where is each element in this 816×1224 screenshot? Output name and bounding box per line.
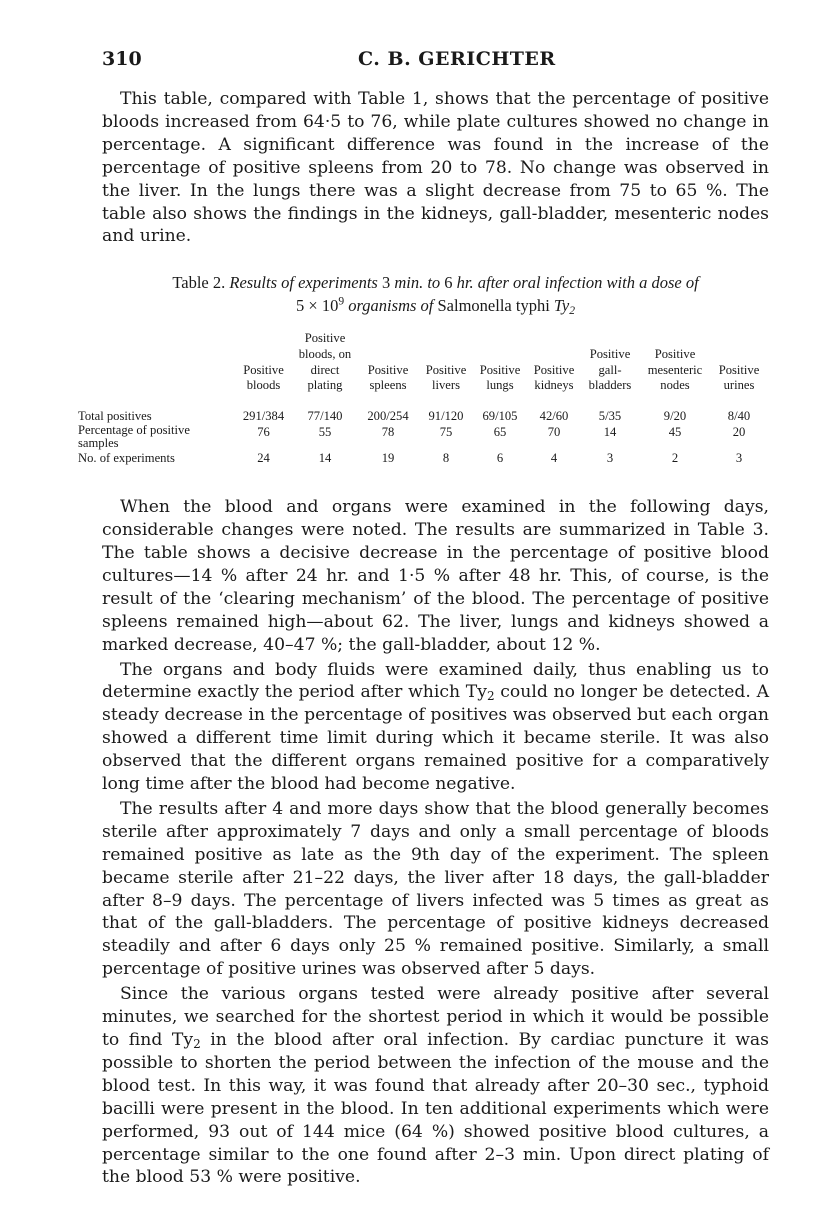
table-cell: 3 [606,451,614,466]
table-cell: 20 [732,425,746,440]
table-2 [78,331,767,466]
page-number: 310 [102,48,142,70]
table-cell: 69/105 [482,409,518,424]
row-label: No. of experiments [78,451,175,466]
column-header: Positive urines [718,362,760,393]
caption-italic-3: hr. after oral infection with a dose of [456,273,699,293]
table-header-row [78,331,767,408]
caption-italic-4: organisms of [348,295,434,315]
caption-prefix: Table 2. [172,273,226,293]
paragraph-2: When the blood and organs were examined in the following days, considerable changes were noted. The results are summarized in Table 3. The table shows a decisive decrease in the percentage of positive blood cultures—14 % after 24 hr. and 1·5 % after 48 hr. This, of course, is the result of the ‘clearing mechanism’ of the blood. The percentage of positive spleens remained high—about 62. The liver, lungs and kidneys showed a marked decrease, 40–47 %; the gall-bladder, about 12 %. [102,497,769,655]
paragraph-5 [102,983,769,1189]
table-cell: 3 [735,451,743,466]
table-2-caption [102,272,769,317]
table-cell: 42/60 [539,409,569,424]
table-cell: 19 [381,451,395,466]
paragraph-3-subscript: 2 [486,689,495,704]
column-header: Positive lungs [479,362,521,393]
table-cell: 8/40 [727,409,751,424]
caption-strain-name: Ty [553,295,570,315]
table-cell: 4 [550,451,558,466]
table-row [78,408,767,424]
table-cell: 8 [442,451,450,466]
paragraph-1: This table, compared with Table 1, shows that the percentage of positive bloods increased from 64·5 to 76, while plate cultures showed no change in percentage. A significant difference was found in the increase of the percentage of positive spleens from 20 to 78. No change was observed in the liver. In the lungs there was a slight decrease from 75 to 65 %. The table also shows the findings in the kidneys, gall-bladder, mesenteric nodes and urine. [102,89,769,247]
table-cell: 24 [257,451,270,466]
paragraph-3 [102,659,769,796]
page [78,44,769,1189]
paragraph-3-part-a: The organs and body fluids were examined daily, thus enabling us to determine exactly the period after which Ty [102,659,769,703]
caption-strain-sub: 2 [569,304,575,317]
table-cell: 65 [493,425,507,440]
caption-text-1: 3 [381,273,391,293]
caption-dose: 5 × 10 [296,295,339,315]
caption-strain [554,296,575,315]
table-cell: 91/120 [428,409,464,424]
paragraph-5-subscript: 2 [193,1037,201,1051]
paragraph-5-part-a: Since the various organs tested were already positive after several minutes, we searched for the shortest period in which it would be possible to find Ty [102,984,769,1050]
row-label: Percentage of positive samples [78,423,190,451]
table-cell: 77/140 [307,409,343,424]
table-cell: 55 [318,425,332,440]
running-header [102,44,769,72]
caption-dose-exponent: 9 [338,295,345,308]
caption-italic-1: Results of experiments [229,273,378,293]
row-label-header [78,331,234,408]
caption-species: Salmonella typhi [437,295,550,315]
table-cell: 76 [257,425,270,440]
paragraph-3-part-b: could no longer be detected. A steady decrease in the percentage of positives was observed but each organ showed a different time limit during which it became sterile. It was also observed that the different organs remained positive for a comparatively long time after the blood had become negative. [102,682,769,795]
table-cell: 14 [603,425,617,440]
paragraph-5-part-b: in the blood after oral infection. By cardiac puncture it was possible to shorten the period between the infection of the mouse and the blood test. In this way, it was found that already after 20–30 sec., typhoid bacilli were present in the blood. In ten additional experiments which were performed, 93 out of 144 mice (64 %) showed positive blood cultures, a percentage similar to the one found after 2–3 min. Upon direct plating of the blood 53 % were positive. [102,1030,769,1188]
table-cell: 14 [318,451,332,466]
table-cell: 78 [381,425,395,440]
caption-italic-2: min. to [394,273,441,293]
table-cell: 45 [668,425,682,440]
table-cell: 2 [671,451,679,466]
table-cell: 200/254 [367,409,409,424]
column-header: Positive livers [425,362,467,393]
table-cell: 75 [439,425,453,440]
running-author: C. B. GERICHTER [358,48,556,70]
column-header: Positive kidneys [533,362,575,393]
table-cell: 5/35 [598,409,622,424]
table-cell: 9/20 [663,409,687,424]
row-label: Total positives [78,409,152,424]
paragraph-4: The results after 4 and more days show that the blood generally becomes sterile after approximately 7 days and only a small percentage of bloods remained positive as late as the 9th day of the experiment. The spleen became sterile after 21–22 days, the liver after 18 days, the gall-bladder after 8–9 days. The percentage of livers infected was 5 times as great as that of the gall-bladders. The percentage of positive kidneys decreased steadily and after 6 days only 25 % remained positive. Similarly, a small percentage of positive urines was observed after 5 days. [102,798,769,980]
column-header: Positive mesenteric nodes [647,347,703,393]
column-header: Positive gall-bladders [588,347,632,393]
table-row [78,450,767,466]
column-header: Positive bloods, on direct plating [298,331,352,393]
column-header: Positive bloods [243,362,284,393]
table-row [78,424,767,450]
column-header: Positive spleens [367,362,409,393]
table-cell: 291/384 [242,409,285,424]
table-cell: 70 [547,425,561,440]
caption-text-2: 6 [444,273,453,293]
table-cell: 6 [496,451,504,466]
